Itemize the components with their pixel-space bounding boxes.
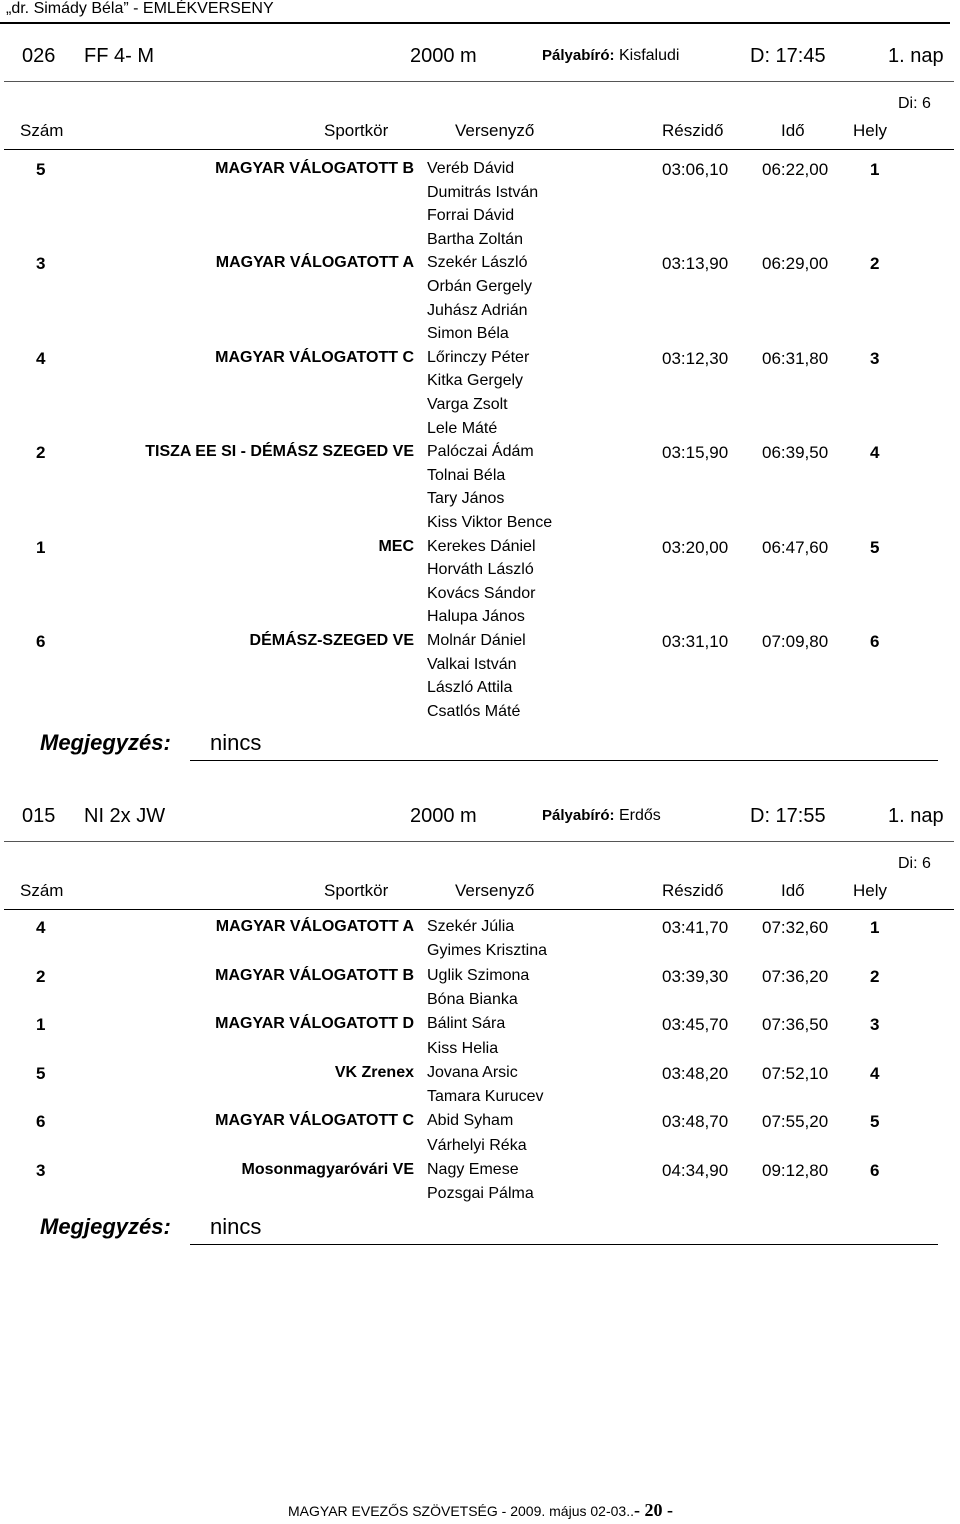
umpire-label: Pályabíró:	[542, 807, 615, 824]
col-head-split: Részidő	[662, 121, 724, 140]
page-number: - 20 -	[633, 1500, 673, 1520]
top-rule	[0, 22, 950, 24]
race-number: 026	[22, 45, 56, 67]
document-title: „dr. Simády Béla” - EMLÉKVERSENY	[6, 0, 274, 17]
result-place: 5	[870, 537, 880, 557]
result-time: 06:47,60	[762, 537, 829, 557]
result-split: 03:12,30	[662, 348, 729, 368]
result-club: MAGYAR VÁLOGATOTT C	[215, 348, 414, 366]
col-head-club: Sportkör	[324, 881, 389, 900]
col-head-split: Részidő	[662, 881, 724, 900]
result-number: 2	[36, 966, 46, 986]
crew-member: Kovács Sándor	[427, 584, 536, 602]
race-end-rule	[190, 760, 938, 761]
distance: 2000 m	[410, 45, 477, 67]
crew-member: Veréb Dávid	[427, 160, 515, 177]
result-number: 3	[36, 254, 46, 274]
crew-member: Kerekes Dániel	[427, 537, 536, 555]
result-place: 4	[870, 1063, 880, 1083]
boat-class: NI 2x JW	[84, 805, 166, 827]
crew-member: Lőrinczy Péter	[427, 348, 530, 366]
result-club: VK Zrenex	[334, 1063, 414, 1081]
race-day: 1. nap	[888, 805, 944, 827]
footer-text: MAGYAR EVEZŐS SZÖVETSÉG - 2009. május 02-03..	[288, 1503, 634, 1519]
result-place: 6	[870, 632, 880, 651]
result-club: MAGYAR VÁLOGATOTT C	[215, 1112, 414, 1130]
col-head-crew: Versenyző	[455, 121, 535, 140]
crew-member: László Attila	[427, 679, 513, 697]
result-time: 07:52,10	[762, 1063, 829, 1083]
crew-member: Bartha Zoltán	[427, 230, 524, 248]
result-number: 2	[36, 443, 46, 463]
result-number: 1	[36, 537, 46, 557]
crew-member: Jovana Arsic	[427, 1063, 518, 1081]
crew-member: Molnár Dániel	[427, 632, 526, 649]
crew-member: Tary János	[427, 490, 505, 508]
umpire-name: Kisfaludi	[618, 47, 680, 64]
result-split: 03:06,10	[662, 160, 729, 179]
crew-member: Gyimes Krisztina	[427, 942, 548, 960]
division: Di: 6	[898, 95, 931, 112]
crew-member: Orbán Gergely	[427, 278, 532, 295]
crew-member: Varga Zsolt	[427, 396, 508, 413]
note-value: nincs	[210, 730, 262, 756]
result-time: 06:29,00	[762, 254, 829, 274]
result-split: 03:45,70	[662, 1015, 729, 1035]
crew-member: Horváth László	[427, 561, 534, 579]
result-number: 6	[36, 632, 46, 651]
result-time: 07:36,50	[762, 1015, 829, 1035]
note-label: Megjegyzés:	[40, 730, 171, 756]
result-split: 03:20,00	[662, 537, 729, 557]
result-split: 03:15,90	[662, 443, 729, 463]
crew-member: Palóczai Ádám	[427, 443, 534, 461]
crew-member: Szekér László	[427, 254, 528, 272]
result-club: MAGYAR VÁLOGATOTT B	[215, 966, 414, 984]
crew-member: Kiss Helia	[427, 1039, 499, 1057]
columns-rule	[4, 149, 954, 150]
result-place: 1	[870, 160, 880, 179]
crew-member: Lele Máté	[427, 419, 498, 437]
crew-member: Várhelyi Réka	[427, 1136, 527, 1154]
result-time: 06:22,00	[762, 160, 829, 179]
result-club: Mosonmagyaróvári VE	[241, 1161, 414, 1178]
crew-member: Kiss Viktor Bence	[427, 514, 553, 531]
col-head-place: Hely	[853, 881, 888, 900]
result-number: 1	[36, 1015, 46, 1035]
result-club: MAGYAR VÁLOGATOTT A	[215, 254, 414, 272]
result-club: DÉMÁSZ-SZEGED VE	[249, 632, 414, 649]
result-place: 2	[870, 254, 880, 274]
result-split: 03:31,10	[662, 632, 729, 651]
start-time: D: 17:45	[750, 45, 826, 67]
col-head-time: Idő	[781, 121, 805, 140]
start-time: D: 17:55	[750, 805, 826, 827]
result-place: 3	[870, 1015, 880, 1035]
crew-member: Simon Béla	[427, 325, 509, 343]
race-day: 1. nap	[888, 45, 944, 67]
result-time: 07:55,20	[762, 1112, 829, 1132]
result-club: MEC	[378, 537, 414, 555]
result-split: 03:39,30	[662, 966, 729, 986]
crew-member: Tamara Kurucev	[427, 1088, 544, 1106]
result-time: 07:32,60	[762, 918, 829, 937]
result-number: 3	[36, 1161, 46, 1180]
division: Di: 6	[898, 855, 931, 872]
crew-member: Forrai Dávid	[427, 207, 515, 225]
crew-member: Abid Syham	[427, 1112, 514, 1130]
race-number: 015	[22, 805, 56, 827]
header-rule	[4, 841, 954, 842]
result-split: 03:41,70	[662, 918, 729, 937]
crew-member: Juhász Adrián	[427, 301, 528, 319]
col-head-num: Szám	[20, 881, 64, 900]
crew-member: Bóna Bianka	[427, 990, 518, 1008]
page-footer	[288, 1500, 673, 1521]
result-number: 6	[36, 1112, 46, 1132]
crew-member: Bálint Sára	[427, 1015, 506, 1033]
result-place: 4	[870, 443, 880, 463]
result-time: 06:31,80	[762, 348, 829, 368]
col-head-crew: Versenyző	[455, 881, 535, 900]
result-place: 3	[870, 348, 880, 368]
result-place: 2	[870, 966, 880, 986]
result-number: 5	[36, 160, 46, 179]
result-number: 5	[36, 1063, 46, 1083]
crew-member: Csatlós Máté	[427, 702, 521, 720]
umpire	[542, 807, 661, 825]
result-club: MAGYAR VÁLOGATOTT D	[215, 1015, 414, 1033]
result-split: 03:48,20	[662, 1063, 729, 1083]
col-head-place: Hely	[853, 121, 888, 140]
distance: 2000 m	[410, 805, 477, 827]
crew-member: Kitka Gergely	[427, 372, 524, 390]
race-end-rule	[190, 1244, 938, 1245]
result-time: 09:12,80	[762, 1161, 829, 1180]
crew-member: Nagy Emese	[427, 1161, 519, 1178]
result-number: 4	[36, 918, 46, 937]
header-rule	[4, 81, 954, 82]
crew-member: Halupa János	[427, 608, 525, 626]
result-time: 07:09,80	[762, 632, 829, 651]
columns-rule	[4, 909, 954, 910]
result-club: TISZA EE SI - DÉMÁSZ SZEGED VE	[145, 443, 414, 461]
note-label: Megjegyzés:	[40, 1213, 171, 1239]
crew-member: Uglik Szimona	[427, 966, 530, 984]
umpire-name: Erdős	[618, 807, 661, 824]
boat-class: FF 4- M	[84, 45, 154, 67]
result-club: MAGYAR VÁLOGATOTT A	[215, 918, 414, 935]
note-value: nincs	[210, 1213, 262, 1239]
result-split: 04:34,90	[662, 1161, 729, 1180]
result-time: 06:39,50	[762, 443, 829, 463]
crew-member: Szekér Júlia	[427, 918, 515, 935]
col-head-num: Szám	[20, 121, 64, 140]
col-head-time: Idő	[781, 881, 805, 900]
result-place: 5	[870, 1112, 880, 1132]
result-split: 03:48,70	[662, 1112, 729, 1132]
umpire	[542, 47, 679, 65]
col-head-club: Sportkör	[324, 121, 389, 140]
result-place: 6	[870, 1161, 880, 1180]
result-place: 1	[870, 918, 880, 937]
result-time: 07:36,20	[762, 966, 829, 986]
crew-member: Pozsgai Pálma	[427, 1185, 534, 1203]
umpire-label: Pályabíró:	[542, 47, 615, 64]
result-number: 4	[36, 348, 46, 368]
crew-member: Valkai István	[427, 655, 517, 673]
crew-member: Dumitrás István	[427, 183, 539, 201]
result-club: MAGYAR VÁLOGATOTT B	[215, 160, 414, 177]
crew-member: Tolnai Béla	[427, 466, 506, 484]
result-split: 03:13,90	[662, 254, 729, 274]
